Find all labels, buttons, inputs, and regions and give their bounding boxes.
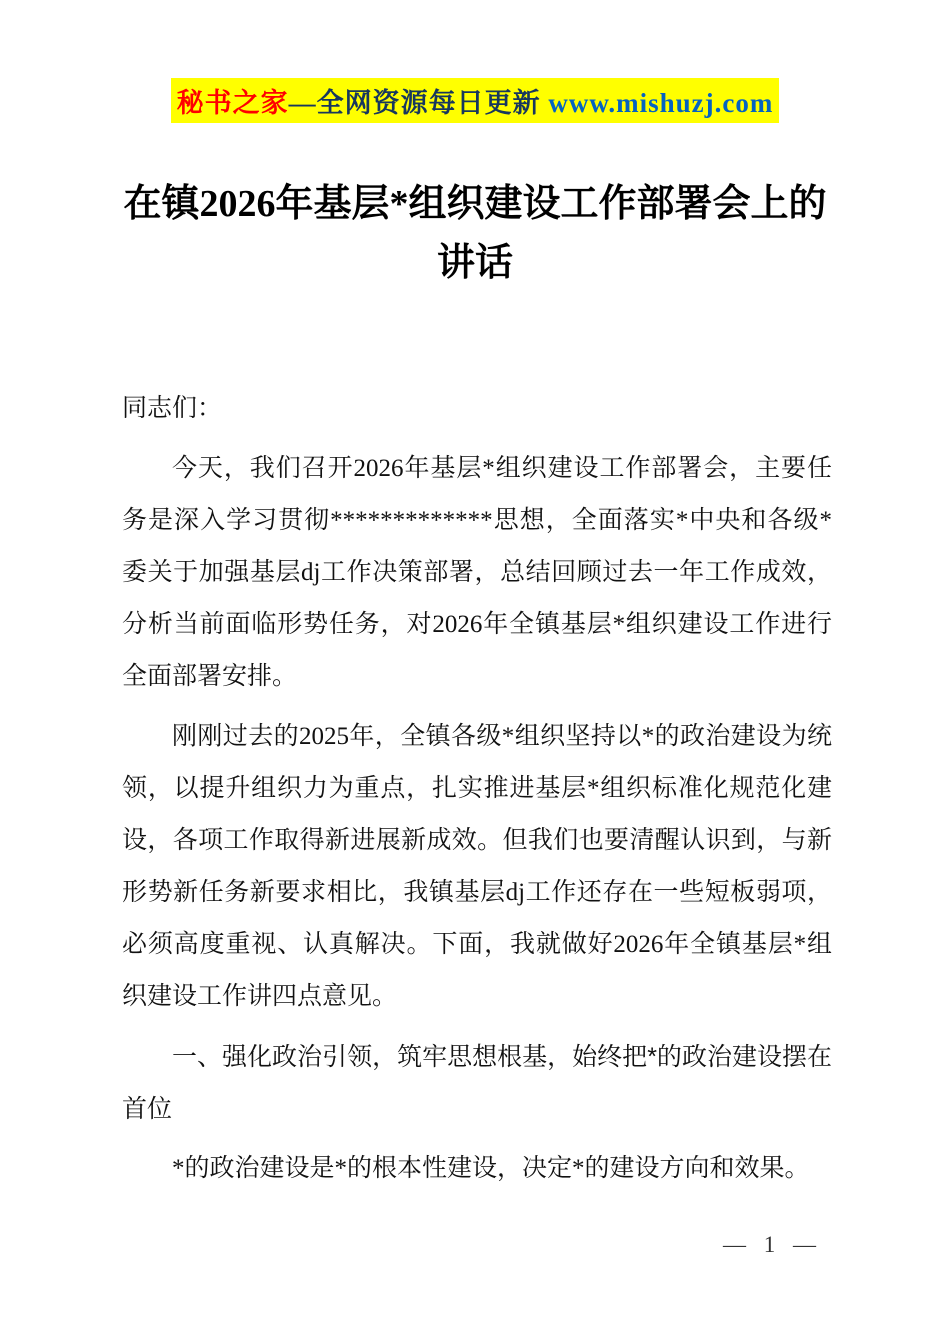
- paragraph-2: 刚刚过去的2025年，全镇各级*组织坚持以*的政治建设为统领，以提升组织力为重点，扎实推进基层*组织标准化规范化建设，各项工作取得新进展新成效。但我们也要清醒认识到，与新形势新任务新要求相比，我镇基层dj工作还存在一些短板弱项，必须高度重视、认真解决。下面，我就做好2026年全镇基层*组织建设工作讲四点意见。: [122, 722, 832, 1010]
- section-heading-1: 一、强化政治引领，筑牢思想根基，始终把*的政治建设摆在首位: [122, 1042, 832, 1123]
- site-name: 秘书之家: [176, 88, 289, 118]
- document-title-line1: 在镇2026年基层*组织建设工作部署会上的: [123, 183, 827, 225]
- site-url-link[interactable]: www.mishuzj.com: [548, 88, 774, 118]
- page-number: — 1 —: [723, 1232, 822, 1257]
- header-banner: [0, 78, 950, 123]
- document-title: [120, 175, 830, 293]
- document-body: [122, 383, 832, 1195]
- paragraph-3: *的政治建设是*的根本性建设，决定*的建设方向和效果。: [172, 1154, 810, 1182]
- paragraph-1: 今天，我们召开2026年基层*组织建设工作部署会，主要任务是深入学习贯彻*************思想，全面落实*中央和各级*委关于加强基层dj工作决策部署，总结回顾过去一年工作成效，分析当前面临形势任务，对2026年全镇基层*组织建设工作进行全面部署安排。: [122, 454, 832, 690]
- document-title-line2: 讲话: [436, 241, 513, 284]
- site-tagline: —全网资源每日更新: [288, 88, 549, 118]
- header-highlight: [171, 78, 780, 123]
- salutation: 同志们：: [122, 394, 223, 422]
